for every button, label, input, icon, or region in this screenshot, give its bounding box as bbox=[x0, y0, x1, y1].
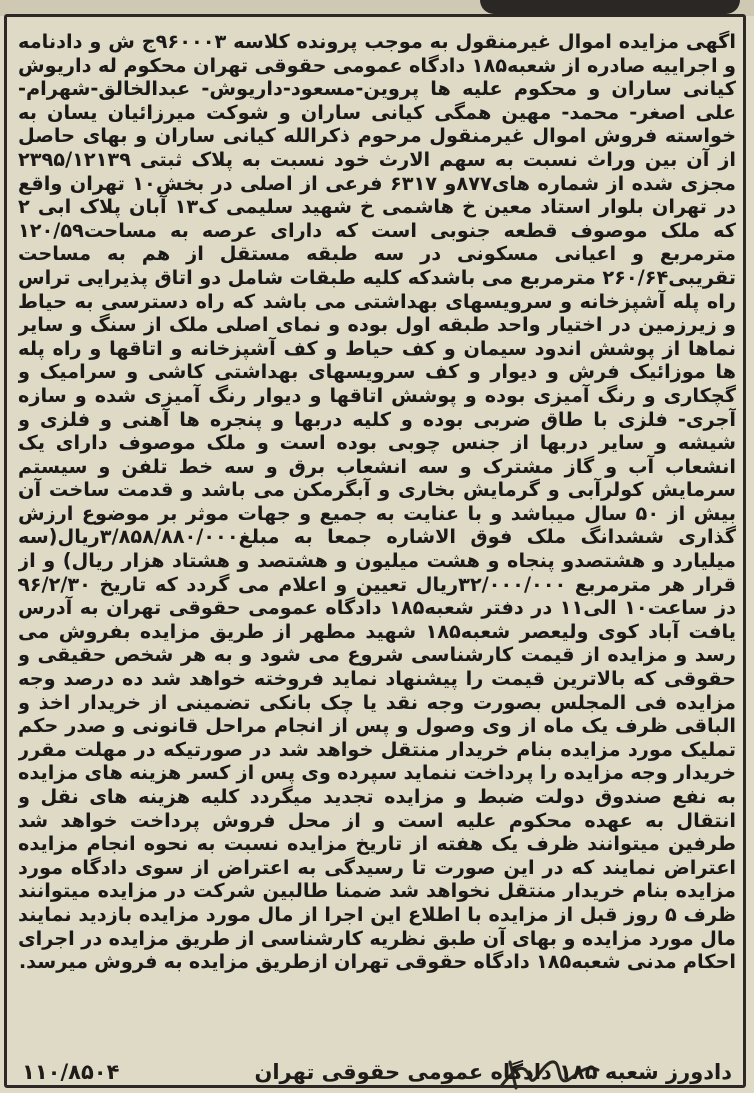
auction-notice-text: اگهی مزایده اموال غیرمنقول به موجب پرونده کلاسه ۹۶۰۰۰۳ج ش و دادنامه و اجراییه صادره از شعبه۱۸۵ دادگاه عمومی حقوقی تهران محکوم له داریوش کیانی ساران و محکوم علیه ها پروین-مسعود-داریوش- عبدالخالق-شهرام- علی اصغر- محمد- مهین همگی کیانی ساران و شوکت میرزائیان یسان به خواسته فروش اموال غیرمنقول مرحوم ذکرالله کیانی ساران و بهای حاصل از آن بین وراث نسبت به سهم الارث خود نسبت به پلاک ثبتی ۲۳۹۵/۱۲۱۳۹ مجزی شده از شماره های۸۷۷و ۶۳۱۷ فرعی از اصلی در بخش۱۰ تهران واقع در تهران بلوار استاد معین خ هاشمی خ شهید سلیمی ک۱۳ آبان پلاک ابی ۲ که ملک موصوف قطعه جنوبی است که دارای عرصه به مساحت۱۲۰/۵۹ مترمربع و اعیانی مسکونی در سه طبقه مستقل از هم به مساحت تقریبی۲۶۰/۶۴ مترمربع می باشدکه کلیه طبقات شامل دو اتاق پذیرایی تراس راه پله آشپزخانه و سرویسهای بهداشتی می باشد که راه دسترسی به حیاط و زیرزمین در اختیار واحد طبقه اول بوده و نمای اصلی ملک از سنگ و سایر نماها از پوشش اندود سیمان و کف حیاط و کف آشپزخانه و اتاقها و راه پله ها موزائیک فرش و دیوار و کف سرویسهای بهداشتی کاشی و سرامیک و گچکاری و رنگ آمیزی بوده و پوشش اتاقها و دیوار رنگ آمیزی شده و سازه آجری- فلزی با طاق ضربی بوده و کلیه دربها و پنجره ها آهنی و فلزی و شیشه و سایر دربها از جنس چوبی بوده است و ملک موصوف دارای یک انشعاب آب و گاز مشترک و سه انشعاب برق و سه خط تلفن و سیستم سرمایش کولرآبی و گرمایش بخاری و آبگرمکن می باشد و قدمت ساخت آن بیش از ۵۰ سال میباشد و با عنایت به جمیع و جهات موثر بر موضوع ارزش گذاری ششدانگ ملک فوق الاشاره جمعا به مبلغ۳/۸۵۸/۸۸۰/۰۰۰ریال(سه میلیارد و هشتصدو پنجاه و هشت میلیون و هشتصد و هشتاد هزار ریال) و از قرار هر مترمربع ۳۲/۰۰۰/۰۰۰ریال تعیین و اعلام می گردد که تاریخ ۹۶/۲/۳۰ دز ساعت۱۰ الی۱۱ در دفتر شعبه۱۸۵ دادگاه عمومی حقوقی تهران به آدرس یافت آباد کوی ولیعصر شعبه۱۸۵ شهید مطهر از طریق مزایده بفروش می رسد و مزایده از قیمت کارشناسی شروع می شود و به هر شخص حقیقی و حقوقی که بالاترین قیمت را پیشنهاد نماید فروخته خواهد شد ده درصد وجه مزایده فی المجلس بصورت وجه نقد یا چک بانکی تضمینی از خریدار اخذ و الباقی ظرف یک ماه از وی وصول و پس از انجام مراحل قانونی و صدر حکم تملیک مورد مزایده بنام خریدار منتقل خواهد شد در صورتیکه در مهلت مقرر خریدار وجه مزایده را پرداخت ننماید سپرده وی پس از کسر هزینه های مزایده به نفع صندوق دولت ضبط و مزایده تجدید میگردد کلیه هزینه های نقل و انتقال به عهده محکوم علیه است و از محل فروش پرداخت خواهد شد طرفین میتوانند ظرف یک هفته از تاریخ مزایده نسبت به نحوه انجام مزایده اعتراض نمایند که در این صورت تا رسیدگی به اعتراض از سوی دادگاه مورد مزایده بنام خریدار منتقل نخواهد شد ضمنا طالبین شرکت در مزایده میتوانند ظرف ۵ روز قبل از مزایده با اطلاع این اجرا از مال مورد مزایده بازدید نمایند مال مورد مزایده و بهای آن طبق نظریه کارشناسی از طریق مزایده در اجرای احکام مدنی شعبه۱۸۵ دادگاه حقوقی تهران ازطریق مزایده به فروش میرسد. bbox=[18, 30, 736, 974]
notice-footer bbox=[22, 1059, 732, 1085]
signature-line: دادورز شعبه ۱۸۵ دادگاه عمومی حقوقی تهران bbox=[254, 1060, 732, 1084]
header-tab bbox=[480, 0, 740, 14]
ad-code: ۱۱۰/۸۵۰۴ bbox=[22, 1060, 120, 1084]
